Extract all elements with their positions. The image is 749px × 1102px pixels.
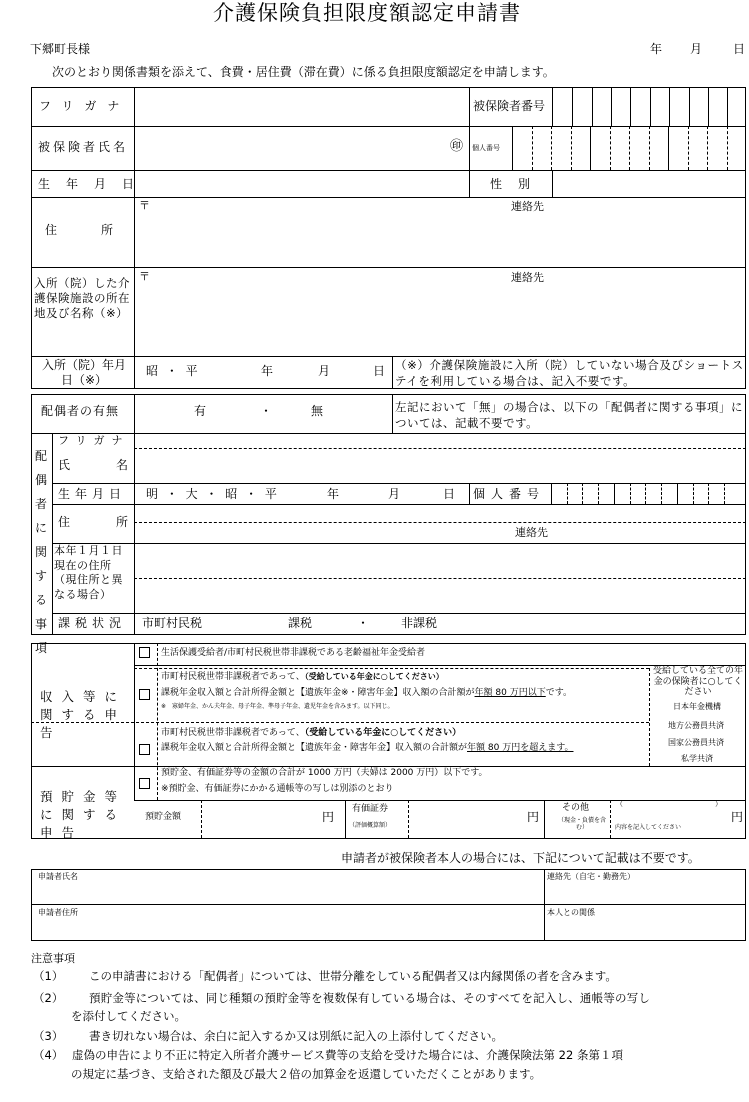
table-rule-line — [611, 87, 612, 126]
income-option1-checkbox[interactable] — [139, 647, 150, 658]
spouse-birth-year: 年 — [327, 487, 340, 501]
table-rule-line — [708, 483, 709, 504]
deposit-yen: 円 — [322, 810, 335, 824]
spouse-tax-untaxed[interactable]: 非課税 — [401, 616, 438, 630]
income-option2-bold: （受給している年金に○してください） — [304, 672, 444, 681]
income-option2-checkbox[interactable] — [139, 689, 150, 700]
table-rule-line — [532, 126, 533, 170]
income-option3-line2a: 課税年金収入額と合計所得金額と【遺族年金・障害年金】収入額の合計額が — [161, 743, 468, 753]
date-day-label: 日 — [733, 42, 746, 56]
spouse-presence-dot: ・ — [260, 404, 273, 418]
spouse-birth-era: 明 ・ 大 ・ 昭 ・ 平 — [146, 487, 279, 501]
table-rule-line — [52, 543, 746, 544]
table-rule-line — [392, 394, 393, 434]
table-rule-line — [727, 87, 728, 126]
note-text: 書き切れない場合は、余白に記入するか又は別紙に記入の上添付してください。 — [89, 1029, 503, 1043]
requester-contact-label: 連絡先（自宅・勤務先） — [547, 872, 635, 881]
contact-label: 連絡先 — [511, 200, 544, 213]
table-rule-line — [52, 483, 746, 484]
table-rule-line — [689, 87, 690, 126]
table-rule-line — [610, 800, 611, 838]
savings-checkbox[interactable] — [139, 778, 150, 789]
spouse-personal-number-label: 個人番号 — [473, 487, 546, 501]
table-rule-line — [708, 87, 709, 126]
table-rule-line — [610, 126, 611, 170]
requester-table — [31, 869, 746, 941]
date-month-label: 月 — [690, 42, 703, 56]
table-rule-line — [567, 483, 568, 504]
spouse-tax-municipal: 市町村民税 — [142, 616, 203, 630]
intro-text: 次のとおり関係書類を添えて、食費・居住費（滞在費）に係る負担限度額認定を申請します。 — [52, 65, 555, 79]
table-rule-line — [52, 504, 746, 505]
notes-heading: 注意事項 — [31, 952, 75, 965]
other-note: 内容を記入してください — [615, 824, 682, 831]
income-option3-line2 — [161, 744, 573, 753]
pension-header: 受給している全ての年金の保険者に○してください — [652, 666, 743, 697]
requester-address-label: 申請者住所 — [38, 908, 78, 917]
other-sub: （現金・負債を含む） — [557, 817, 606, 831]
admission-year: 年 — [261, 364, 274, 378]
seal-mark: ㊞ — [450, 139, 464, 154]
income-option1-text: 生活保護受給者/市町村民税世帯非課税である老齢福祉年金受給者 — [161, 648, 426, 658]
table-rule-line — [707, 126, 708, 170]
note-number: （4） — [33, 1048, 64, 1062]
gender-label: 性別 — [490, 177, 547, 191]
insured-number-label: 被保険者番号 — [473, 99, 546, 113]
income-option2-line2 — [161, 689, 572, 698]
note-number: （3） — [33, 1029, 64, 1043]
spouse-jan1-address-label: 本年１月１日現在の住所（現住所と異なる場合） — [54, 544, 123, 601]
table-rule-line — [649, 126, 650, 170]
table-rule-line — [677, 483, 678, 504]
table-rule-line — [688, 126, 689, 170]
savings-option-line2: ※預貯金、有価証券にかかる通帳等の写しは別添のとおり — [161, 784, 394, 794]
table-rule-line — [592, 87, 593, 126]
table-rule-line — [650, 87, 651, 126]
securities-sub: （評価概算額） — [349, 822, 392, 829]
table-rule-line — [629, 126, 630, 170]
table-rule-line — [134, 448, 746, 449]
spouse-side-label: 配偶者に関する事項 — [35, 449, 48, 655]
table-rule-line — [134, 578, 746, 579]
table-rule-line — [52, 433, 53, 634]
table-rule-line — [661, 483, 662, 504]
table-rule-line — [512, 126, 513, 170]
requester-name-label: 申請者氏名 — [38, 872, 78, 881]
table-rule-line — [552, 87, 553, 127]
table-rule-line — [392, 356, 393, 388]
spouse-furigana-label: フリガナ — [58, 434, 130, 447]
table-rule-line — [201, 800, 202, 838]
table-rule-line — [134, 668, 649, 669]
table-rule-line — [552, 170, 553, 197]
table-rule-line — [551, 483, 552, 504]
other-paren-close: ） — [715, 800, 722, 808]
table-rule-line — [408, 800, 409, 838]
table-rule-line — [544, 869, 545, 941]
table-rule-line — [645, 483, 646, 504]
table-rule-line — [724, 483, 725, 504]
spouse-presence-yes[interactable]: 有 — [194, 404, 207, 418]
table-rule-line — [669, 87, 670, 126]
requester-relation-label: 本人との関係 — [547, 908, 595, 917]
income-option3-bold: （受給している年金に○してください） — [304, 728, 462, 738]
table-rule-line — [469, 483, 470, 504]
spouse-presence-label: 配偶者の有無 — [41, 404, 120, 418]
savings-option-line1: 預貯金、有価証券等の金額の合計が 1000 万円（夫婦は 2000 万円）以下です。 — [161, 768, 488, 778]
spouse-presence-no[interactable]: 無 — [311, 404, 324, 418]
furigana-label: フリガナ — [39, 99, 131, 113]
table-rule-line — [598, 483, 599, 504]
income-label: 収入等に関する申告 — [40, 689, 127, 740]
table-rule-line — [31, 904, 746, 905]
table-rule-line — [551, 126, 552, 170]
note-text-continued: の規定に基づき、支給された額及び最大２倍の加算金を返還していただくことがあります。 — [71, 1067, 542, 1081]
insured-name-label: 被保険者氏名 — [38, 140, 129, 154]
facility-postal-mark: 〒 — [139, 270, 150, 283]
table-rule-line — [134, 800, 746, 801]
pension-insurer-item[interactable]: 地方公務員共済 — [668, 721, 724, 730]
spouse-presence-note: 左記において「無」の場合は、以下の「配偶者に関する事項」については、記載不要です。 — [395, 400, 743, 430]
securities-label: 有価証券 — [352, 804, 389, 814]
income-option3-checkbox[interactable] — [139, 744, 150, 755]
pension-insurer-item[interactable]: 国家公務員共済 — [668, 738, 724, 747]
pension-insurer-item[interactable]: 日本年金機構 — [673, 702, 721, 711]
note-text: 虚偽の申告により不正に特定入所者介護サービス費等の支給を受けた場合には、介護保険法第 22 条第１項 — [72, 1048, 623, 1062]
income-option3-line1 — [161, 729, 461, 738]
table-rule-line — [134, 87, 135, 388]
spouse-birth-day: 日 — [443, 487, 456, 501]
spouse-birth-month: 月 — [388, 487, 401, 501]
spouse-tax-dot: ・ — [357, 616, 370, 630]
table-rule-line — [727, 126, 728, 170]
applicant-table — [31, 87, 746, 389]
table-rule-line — [469, 87, 470, 197]
date-year-label: 年 — [650, 42, 663, 56]
other-yen: 円 — [731, 810, 744, 824]
table-rule-line — [572, 87, 573, 126]
table-rule-line — [31, 197, 746, 198]
admission-note: （※）介護保険施設に入所（院）していない場合及びショートステイを利用している場合は、記入不要です。 — [395, 358, 744, 388]
income-option3-line1-text: 市町村民税世帯非課税者であって、 — [161, 728, 305, 738]
spouse-name-label: 氏名 — [58, 458, 175, 472]
table-rule-line — [630, 87, 631, 126]
page-title: 介護保険負担限度額認定申請書 — [213, 1, 521, 25]
facility-label: 入所（院）した介護保険施設の所在地及び名称（※） — [34, 276, 130, 320]
admission-day: 日 — [373, 364, 386, 378]
table-rule-line — [31, 170, 746, 171]
deposit-label: 預貯金額 — [145, 812, 182, 822]
table-rule-line — [668, 126, 669, 170]
table-rule-line — [134, 394, 135, 434]
admission-date-label: 入所（院）年月日（※） — [41, 358, 126, 387]
other-paren-open: （ — [616, 800, 623, 808]
spouse-tax-taxed[interactable]: 課税 — [288, 616, 313, 630]
table-rule-line — [614, 483, 615, 504]
table-rule-line — [544, 800, 545, 838]
pension-insurer-item[interactable]: 私学共済 — [681, 754, 713, 763]
table-rule-line — [582, 483, 583, 504]
personal-number-label: 個人番号 — [472, 144, 500, 152]
note-text: この申請書における「配偶者」については、世帯分離をしている配偶者又は内縁関係の者を含みます。 — [89, 969, 617, 983]
spouse-address-label: 住所 — [58, 515, 175, 529]
addressee: 下郷町長様 — [30, 42, 91, 56]
table-rule-line — [693, 483, 694, 504]
table-rule-line — [345, 800, 346, 838]
admission-era: 昭 ・ 平 — [146, 364, 200, 378]
income-option2-underline: 年額 80 万円以下 — [474, 688, 546, 698]
facility-contact-label: 連絡先 — [511, 271, 544, 284]
spouse-tax-status-label: 課税状況 — [58, 616, 127, 630]
income-option2-line1 — [161, 673, 444, 682]
income-option2-line2b: です。 — [545, 688, 573, 698]
birthdate-label: 生年月日 — [38, 177, 151, 191]
requester-notice: 申請者が被保険者本人の場合には、下記について記載は不要です。 — [341, 851, 700, 865]
note-number: （2） — [33, 991, 64, 1005]
spouse-contact-label: 連絡先 — [515, 526, 548, 539]
income-option3-underline: 年額 80 万円を超えます。 — [467, 743, 574, 753]
table-rule-line — [649, 668, 650, 766]
income-option2-line2a: 課税年金収入額と合計所得金額と【遺族年金※・障害年金】収入額の合計額が — [161, 688, 475, 698]
table-rule-line — [571, 126, 572, 170]
table-rule-line — [31, 267, 746, 268]
table-rule-line — [52, 613, 746, 614]
note-text: 預貯金等については、同じ種類の預貯金等を複数保有している場合は、そのすべてを記入し、通帳等の写し — [89, 991, 651, 1005]
other-label: その他 — [562, 803, 590, 813]
address-label: 住所 — [45, 223, 158, 237]
spouse-birthdate-label: 生年月日 — [58, 487, 127, 501]
securities-yen: 円 — [527, 810, 540, 824]
table-rule-line — [31, 126, 746, 127]
postal-mark: 〒 — [139, 199, 150, 212]
table-rule-line — [630, 483, 631, 504]
note-number: （1） — [33, 969, 64, 983]
table-rule-line — [134, 522, 746, 523]
table-rule-line — [31, 766, 746, 767]
table-rule-line — [31, 433, 746, 434]
note-text-continued: を添付してください。 — [71, 1009, 186, 1023]
income-option2-line1-text: 市町村民税世帯非課税者であって、 — [161, 672, 305, 682]
table-rule-line — [590, 126, 591, 170]
income-option2-note: ※ 寡婦年金、かん夫年金、母子年金、準母子年金、遺児年金を含みます。以下同じ。 — [161, 703, 394, 710]
savings-label: 預貯金等に関する申告 — [40, 789, 127, 840]
admission-month: 月 — [318, 364, 331, 378]
